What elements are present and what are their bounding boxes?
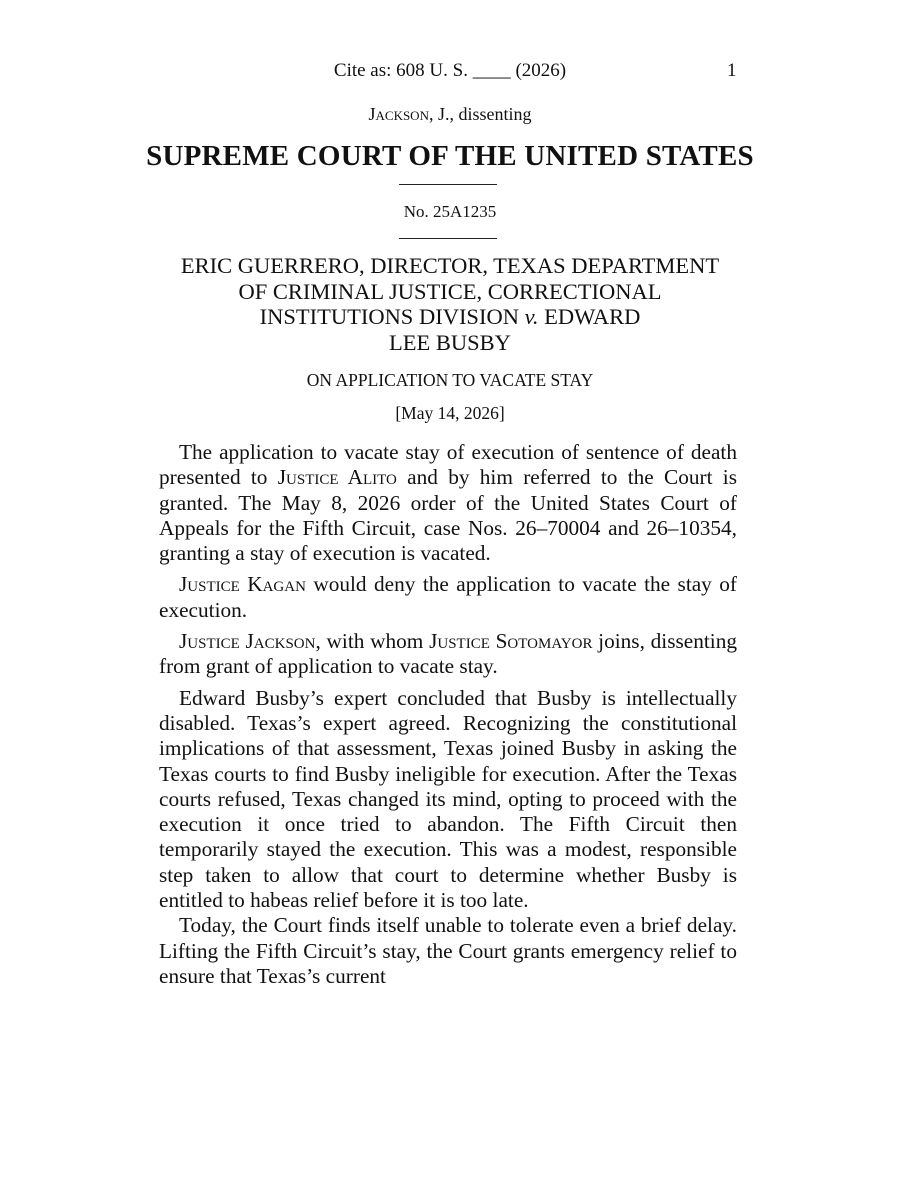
justice-name: Justice Kagan [179, 572, 306, 597]
dissent-intro-text-end: joins, dissenting from grant of application to vacate stay. [159, 629, 738, 679]
kagan-text: would deny the application to vacate the stay of execution. [159, 572, 737, 622]
running-head-suffix: , J., dissenting [428, 104, 532, 124]
running-head [0, 104, 900, 125]
order-paragraph [159, 440, 737, 566]
order-text-end: and by him referred to the Court is granted. The May 8, 2026 order of the United States Court of Appeals for the Fifth Circuit, case Nos. 26–70004 and 26–10354, granting a stay of execution is vacated. [159, 465, 737, 566]
dissent-paragraph-1: Edward Busby’s expert concluded that Busby is intellectually disabled. Texas’s expert agreed. Recognizing the constitutional implications of that assessment, Texas joined Busby in asking the Texas courts to find Busby ineligible for execution. After the Texas courts refused, Texas changed its mind, opting to proceed with the execution it once tried to abandon. The Fifth Circuit then temporarily stayed the execution. This was a modest, responsible step taken to allow that court to determine whether Busby is entitled to habeas relief before it is too late. [159, 685, 737, 913]
caption-versus: v. [524, 304, 539, 329]
caption-line-3 [150, 304, 750, 330]
justice-name: Justice Jackson [179, 629, 316, 654]
dissent-intro-paragraph [159, 629, 737, 680]
order-text-start: The application to vacate stay of execution of sentence of death presented to [159, 440, 737, 490]
running-head-justice: Jackson [368, 104, 429, 124]
opinion-body [159, 440, 737, 995]
court-title: SUPREME COURT OF THE UNITED STATES [146, 140, 754, 172]
docket-number: No. 25A1235 [403, 202, 497, 221]
caption-line-3-end: EDWARD [538, 304, 641, 329]
citation-header: Cite as: 608 U. S. ____ (2026) [333, 60, 567, 81]
divider-rule-top [399, 184, 497, 185]
caption-line-2: OF CRIMINAL JUSTICE, CORRECTIONAL [238, 278, 662, 304]
caption-line-1: ERIC GUERRERO, DIRECTOR, TEXAS DEPARTMENT [180, 253, 720, 278]
page-number: 1 [727, 60, 737, 81]
justice-name: Justice Alito [277, 465, 397, 490]
justice-name: Justice Sotomayor [429, 629, 593, 654]
divider-rule-bottom [399, 238, 497, 239]
caption-line-3-start: INSTITUTIONS DIVISION [259, 304, 525, 329]
decision-date: [May 14, 2026] [395, 403, 505, 423]
dissent-intro-text: , with whom [315, 629, 430, 654]
dissent-paragraph-2: Today, the Court finds itself unable to tolerate even a brief delay. Lifting the Fifth Circuit’s stay, the Court grants emergency relief to ensure that Texas’s current [159, 913, 737, 988]
caption-line-4: LEE BUSBY [389, 329, 511, 355]
kagan-paragraph [159, 572, 737, 623]
application-line: ON APPLICATION TO VACATE STAY [306, 370, 594, 390]
case-caption [150, 253, 750, 355]
